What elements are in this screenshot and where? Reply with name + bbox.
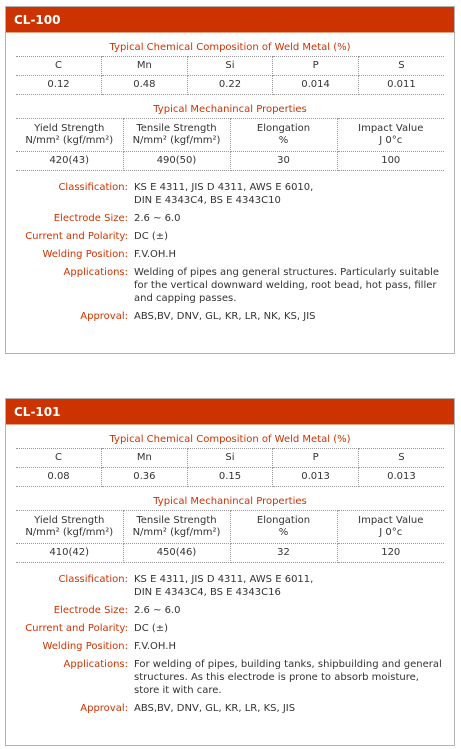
chem-header-si: Si — [187, 449, 273, 468]
properties-list — [6, 573, 454, 715]
chem-header-p: P — [273, 57, 359, 76]
mech-header-tensile — [123, 119, 230, 152]
chem-header-mn: Mn — [102, 449, 188, 468]
prop-value — [134, 181, 444, 207]
mech-value-impact: 100 — [337, 152, 444, 171]
mech-header-name: Yield Strength — [34, 123, 105, 134]
prop-value: For welding of pipes, building tanks, shipbuilding and general structures. As this electrode is prone to absorb moisture, store it with care. — [134, 659, 442, 696]
mech-header-unit: N/mm² (kgf/mm²) — [25, 135, 114, 146]
mech-header-name: Elongation — [256, 123, 311, 134]
properties-list — [6, 181, 454, 323]
chem-header-si: Si — [187, 57, 273, 76]
prop-value: ABS,BV, DNV, GL, KR, LR, NK, KS, JIS — [134, 311, 316, 322]
prop-line: DIN E 4343C4, BS E 4343C16 — [134, 587, 281, 598]
prop-label: Current and Polarity: — [25, 231, 128, 242]
mech-value-elongation: 30 — [230, 152, 337, 171]
prop-line: KS E 4311, JIS D 4311, AWS E 6010, — [134, 182, 314, 193]
prop-applications — [6, 658, 454, 697]
prop-label: Current and Polarity: — [25, 623, 128, 634]
card-header — [6, 399, 454, 425]
chem-value-s: 0.011 — [358, 76, 444, 95]
prop-electrode-size — [6, 212, 454, 225]
chem-value-si: 0.22 — [187, 76, 273, 95]
prop-current-polarity — [6, 622, 454, 635]
prop-approval — [6, 310, 454, 323]
card-header — [6, 7, 454, 33]
mech-value-elongation: 32 — [230, 544, 337, 563]
prop-value: F.V.OH.H — [134, 641, 176, 652]
prop-line: KS E 4311, JIS D 4311, AWS E 6011, — [134, 574, 314, 585]
mech-header-unit: N/mm² (kgf/mm²) — [132, 527, 221, 538]
prop-welding-position — [6, 248, 454, 261]
product-card-cl-101 — [5, 398, 455, 746]
prop-label: Electrode Size: — [53, 213, 128, 224]
mech-value-yield: 410(42) — [16, 544, 123, 563]
mech-value-yield: 420(43) — [16, 152, 123, 171]
mech-header-unit: J 0°c — [379, 527, 403, 538]
mech-header-tensile — [123, 511, 230, 544]
mech-value-impact: 120 — [337, 544, 444, 563]
chem-header-s: S — [358, 57, 444, 76]
product-title: CL-101 — [14, 404, 61, 419]
chem-value-c: 0.08 — [16, 468, 102, 487]
mech-value-tensile: 490(50) — [123, 152, 230, 171]
mech-header-name: Tensile Strength — [136, 123, 217, 134]
prop-electrode-size — [6, 604, 454, 617]
prop-label: Applications: — [63, 267, 128, 278]
mech-header-unit: % — [278, 527, 289, 538]
mech-header-unit: % — [278, 135, 289, 146]
mech-header-elongation — [230, 511, 337, 544]
chem-value-p: 0.014 — [273, 76, 359, 95]
mech-header-name: Impact Value — [358, 515, 424, 526]
mech-header-impact — [337, 119, 444, 152]
chemical-composition-title: Typical Chemical Composition of Weld Metal (%) — [109, 434, 351, 445]
mech-header-unit: N/mm² (kgf/mm²) — [132, 135, 221, 146]
prop-welding-position — [6, 640, 454, 653]
prop-line: DIN E 4343C4, BS E 4343C10 — [134, 195, 281, 206]
mech-header-impact — [337, 511, 444, 544]
mechanical-properties-title: Typical Mechanincal Properties — [153, 104, 307, 115]
mech-header-yield — [16, 119, 123, 152]
chem-value-c: 0.12 — [16, 76, 102, 95]
prop-label: Welding Position: — [42, 641, 128, 652]
prop-value: 2.6 ~ 6.0 — [134, 605, 181, 616]
chem-value-si: 0.15 — [187, 468, 273, 487]
mech-header-name: Elongation — [256, 515, 311, 526]
prop-value: Welding of pipes ang general structures. Particularly suitable for the vertical downward welding, root bead, hot pass, filler and capping passes. — [134, 267, 440, 304]
prop-classification — [6, 573, 454, 599]
prop-label: Applications: — [63, 659, 128, 670]
prop-value: DC (±) — [134, 623, 169, 634]
mech-header-elongation — [230, 119, 337, 152]
mech-header-name: Impact Value — [358, 123, 424, 134]
prop-value: 2.6 ~ 6.0 — [134, 213, 181, 224]
prop-classification — [6, 181, 454, 207]
prop-label: Electrode Size: — [53, 605, 128, 616]
mech-header-unit: N/mm² (kgf/mm²) — [25, 527, 114, 538]
prop-label: Approval: — [80, 311, 128, 322]
mech-header-unit: J 0°c — [379, 135, 403, 146]
mechanical-properties-table — [16, 118, 444, 171]
prop-value: ABS,BV, DNV, GL, KR, LR, KS, JIS — [134, 703, 296, 714]
prop-applications — [6, 266, 454, 305]
product-title: CL-100 — [14, 12, 61, 27]
prop-current-polarity — [6, 230, 454, 243]
prop-label: Classification: — [58, 182, 128, 193]
mechanical-properties-table — [16, 510, 444, 563]
prop-label: Approval: — [80, 703, 128, 714]
chem-value-mn: 0.36 — [102, 468, 188, 487]
chemical-composition-table — [16, 56, 444, 95]
chem-header-c: C — [16, 57, 102, 76]
chem-header-s: S — [358, 449, 444, 468]
prop-value: DC (±) — [134, 231, 169, 242]
product-card-cl-100 — [5, 6, 455, 354]
chem-value-p: 0.013 — [273, 468, 359, 487]
mech-value-tensile: 450(46) — [123, 544, 230, 563]
prop-value — [134, 573, 444, 599]
mech-header-name: Tensile Strength — [136, 515, 217, 526]
chemical-composition-title: Typical Chemical Composition of Weld Metal (%) — [109, 42, 351, 53]
chem-value-mn: 0.48 — [102, 76, 188, 95]
mechanical-properties-title: Typical Mechanincal Properties — [153, 496, 307, 507]
mech-header-name: Yield Strength — [34, 515, 105, 526]
mech-header-yield — [16, 511, 123, 544]
chem-header-c: C — [16, 449, 102, 468]
prop-value: F.V.OH.H — [134, 249, 176, 260]
chem-header-mn: Mn — [102, 57, 188, 76]
chem-value-s: 0.013 — [358, 468, 444, 487]
prop-label: Welding Position: — [42, 249, 128, 260]
chem-header-p: P — [273, 449, 359, 468]
prop-approval — [6, 702, 454, 715]
chemical-composition-table — [16, 448, 444, 487]
prop-label: Classification: — [58, 574, 128, 585]
